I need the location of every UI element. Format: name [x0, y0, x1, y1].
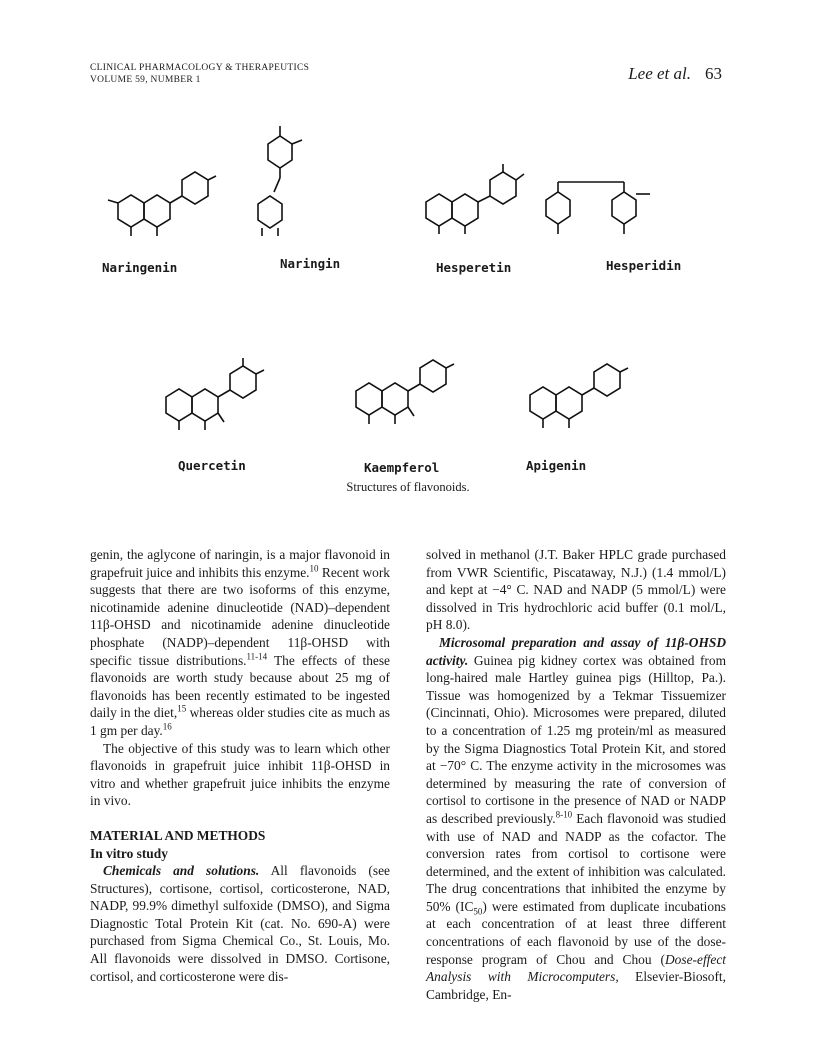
reference: 8-10	[555, 809, 573, 820]
label-apigenin: Apigenin	[526, 458, 587, 473]
paragraph: genin, the aglycone of naringin, is a major flavonoid in grapefruit juice and inhibits this enzyme.$^{10}$ Recent work suggests that there are two isoforms of this enzyme, nicotinamide adenine dinucleotide (NAD)–dependent 11β-OHSD and nicotinamide adenine dinucleotide phosphate (NADP)–dependent 11β-OHSD with specific tissue distributions.$^{11-14}$ The effects of these flavonoids are worth study because about 25 mg of flavonoids has been recently estimated to be ingested daily in the diet,$^{15}$ whereas older studies cite as much as 1 gm per day.$^{16}$	[90, 547, 390, 738]
kaempferol-structure	[356, 360, 454, 424]
label-hesperetin: Hesperetin	[436, 260, 512, 275]
right-text-column	[426, 546, 726, 1003]
paragraph: Chemicals and solutions. All flavonoids (see Structures), cortisone, cortisol, corticosterone, NAD, NADP, 99.9% dimethyl sulfoxide (DMSO), and Sigma Diagnostic Total Protein Kit (cat. No. 690-A) were purchased from Sigma Chemical Co., St. Louis, Mo. All flavonoids were dissolved in DMSO. Cortisone, cortisol, and corticosterone were dis-	[90, 863, 390, 984]
reference: 11-14	[246, 651, 268, 662]
paragraph: The objective of this study was to learn which other flavonoids in grapefruit juice inhibit 11β-OHSD in vitro and whether grapefruit juice inhibits the enzyme in vivo.	[90, 740, 390, 809]
paragraph: solved in methanol (J.T. Baker HPLC grade purchased from VWR Scientific, Piscataway, N.J.) (1.4 mmol/L) and kept at −4° C. NAD and NADP (5 mmol/L) were dissolved in Tris hydrochloric acid buffer (0.1 mol/L, pH 8.0).	[426, 547, 726, 633]
section-heading: MATERIAL AND METHODS	[90, 827, 266, 843]
label-kaempferol: Kaempferol	[364, 460, 440, 475]
author-line: Lee et al.	[628, 64, 691, 83]
page-header-right	[628, 64, 722, 84]
page-number: 63	[705, 64, 722, 83]
running-header	[90, 62, 309, 86]
figure-caption: Structures of flavonoids.	[346, 480, 470, 494]
apigenin-structure	[530, 364, 628, 428]
left-text-column	[90, 546, 390, 985]
paragraph: Microsomal preparation and assay of 11β-OHSD activity. Guinea pig kidney cortex was obtained from long-haired male Hartley guinea pigs (Hilltop, Pa.). Tissue was homogenized by a Tekmar Tissuemizer (Cincinnati, Ohio). Microsomes were prepared, diluted to a concentration of 1.25 mg protein/ml as measured by the Sigma Diagnostics Total Protein Kit, and stored at −70° C. The enzyme activity in the microsomes was determined by measuring the rate of conversion of cortisol to cortisone in the presence of NAD or NADP as described previously.$^{8-10}$ Each flavonoid was studied with use of NAD and NADP as the cofactor. The conversion rates from cortisol to cortisone were determined, and the extent of inhibition was calculated. The drug concentrations that inhibited the enzyme by 50% $(IC_{50})$ were estimated from duplicate incubations at each concentration of at least three different concentrations of each flavonoid by use of the dose-response program of Chou and Chou (Dose-effect Analysis with Microcomputers, Elsevier-Biosoft, Cambridge, En-	[426, 634, 726, 1002]
journal-name: CLINICAL PHARMACOLOGY & THERAPEUTICS	[90, 63, 310, 73]
label-naringenin: Naringenin	[102, 260, 178, 275]
reference: 15	[177, 703, 187, 714]
naringin-structure	[258, 126, 302, 236]
paragraph-lead: Microsomal preparation and assay of 11β-OHSD activity.	[426, 634, 726, 668]
volume-number: VOLUME 59, NUMBER 1	[90, 75, 201, 85]
hesperetin-structure	[426, 164, 524, 234]
label-quercetin: Quercetin	[178, 458, 246, 473]
subsection-heading: In vitro study	[90, 845, 168, 861]
naringenin-structure	[108, 172, 216, 236]
flavonoid-structures-figure	[90, 112, 726, 502]
paragraph-lead: Chemicals and solutions.	[103, 863, 260, 879]
label-hesperidin: Hesperidin	[606, 258, 682, 273]
reference: 10	[309, 563, 319, 574]
hesperidin-structure	[546, 182, 650, 234]
quercetin-structure	[166, 358, 264, 430]
structure-drawings	[90, 112, 726, 472]
reference: 16	[162, 721, 172, 732]
label-naringin: Naringin	[280, 256, 341, 271]
